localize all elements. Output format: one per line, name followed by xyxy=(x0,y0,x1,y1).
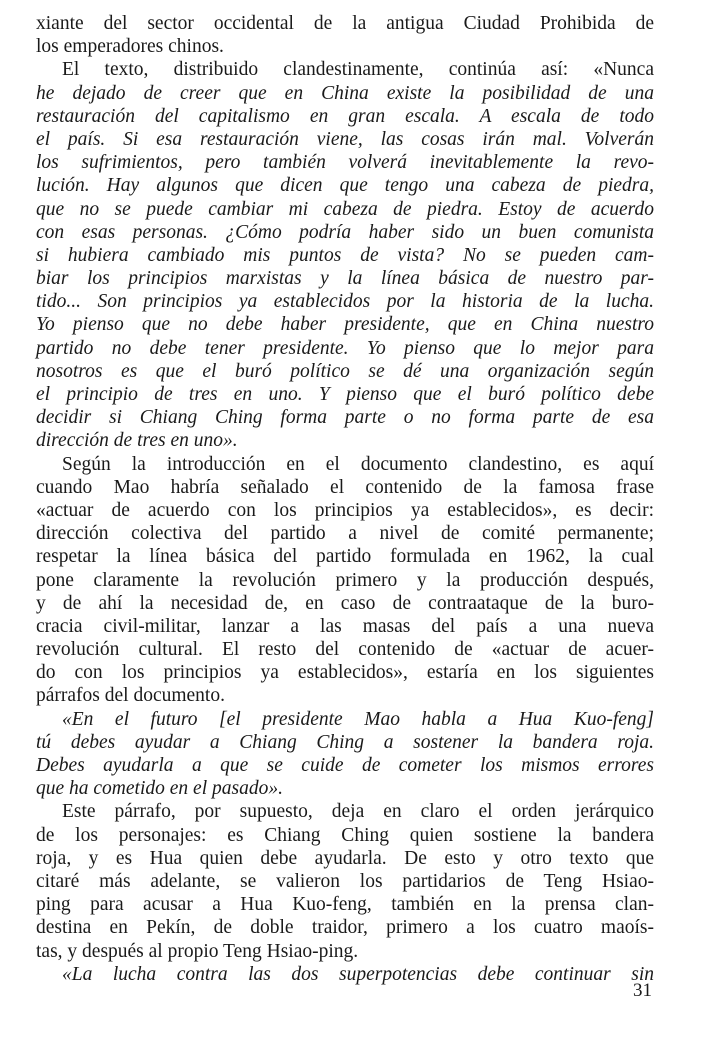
text-line: cuando Mao habría señalado el contenido de la famosa frase xyxy=(36,476,654,498)
page-number: 31 xyxy=(633,980,652,1001)
text-line: biar los principios marxistas y la línea básica de nuestro par- xyxy=(36,268,654,290)
text-line: nosotros es que el buró político se dé una organización según xyxy=(36,360,654,382)
text-line: restauración del capitalismo en gran escala. A escala de todo xyxy=(36,105,654,127)
text-line: partido no debe tener presidente. Yo pienso que lo mejor para xyxy=(36,337,654,359)
text-line: tú debes ayudar a Chiang Ching a sostener la bandera roja. xyxy=(36,731,654,753)
text-line: decidir si Chiang Ching forma parte o no forma parte de esa xyxy=(36,407,654,429)
text-line: respetar la línea básica del partido formulada en 1962, la cual xyxy=(36,546,654,568)
text-line: Este párrafo, por supuesto, deja en claro el orden jerárquico xyxy=(62,801,654,823)
text-line: Yo pienso que no debe haber presidente, que en China nuestro xyxy=(36,314,654,336)
text-line: y de ahí la necesidad de, en caso de contraataque de la buro- xyxy=(36,592,654,614)
text-line: lución. Hay algunos que dicen que tengo una cabeza de piedra, xyxy=(36,175,654,197)
text-line: de los personajes: es Chiang Ching quien sostiene la bandera xyxy=(36,824,654,846)
text-line: ping para acusar a Hua Kuo-feng, también en la prensa clan- xyxy=(36,894,654,916)
text-line: el país. Si esa restauración viene, las cosas irán mal. Volverán xyxy=(36,128,654,150)
text-line: que no se puede cambiar mi cabeza de piedra. Estoy de acuerdo xyxy=(36,198,654,220)
text-line: xiante del sector occidental de la antigua Ciudad Prohibida de xyxy=(36,13,654,34)
text-line: «La lucha contra las dos superpotencias debe continuar sin xyxy=(62,963,654,985)
text-line: destina en Pekín, de doble traidor, primero a los cuatro maoís- xyxy=(36,917,654,939)
text-line: dirección de tres en uno». xyxy=(36,430,238,452)
text-line: do con los principios ya establecidos», estaría en los siguientes xyxy=(36,662,654,684)
text-line: dirección colectiva del partido a nivel de comité permanente; xyxy=(36,523,654,545)
text-line: si hubiera cambiado mis puntos de vista? No se pueden cam- xyxy=(36,244,654,266)
text-line: tido... Son principios ya establecidos por la historia de la lucha. xyxy=(36,291,654,313)
text-line: que ha cometido en el pasado». xyxy=(36,778,283,800)
text-line: Debes ayudarla a que se cuide de cometer los mismos errores xyxy=(36,755,654,776)
text-line: cracia civil-militar, lanzar a las masas del país a una nueva xyxy=(36,615,654,637)
text-line: Según la introducción en el documento clandestino, es aquí xyxy=(62,453,654,475)
page-text xyxy=(36,12,654,986)
text-line: los sufrimientos, pero también volverá inevitablemente la revo- xyxy=(36,152,654,174)
text-line: revolución cultural. El resto del contenido de «actuar de acuer- xyxy=(36,639,654,661)
text-line: «actuar de acuerdo con los principios ya establecidos», es decir: xyxy=(36,499,654,521)
text-line: con esas personas. ¿Cómo podría haber sido un buen comunista xyxy=(36,221,654,243)
text-line: tas, y después al propio Teng Hsiao-ping. xyxy=(36,940,359,962)
text-line: párrafos del documento. xyxy=(36,685,225,707)
text-line: he dejado de creer que en China existe la posibilidad de una xyxy=(36,82,654,104)
text-line: el principio de tres en uno. Y pienso que el buró político debe xyxy=(36,384,654,405)
text-line: El texto, distribuido clandestinamente, continúa así: «Nunca xyxy=(62,59,654,81)
text-line: roja, y es Hua quien debe ayudarla. De esto y otro texto que xyxy=(36,847,654,869)
text-line: pone claramente la revolución primero y la producción después, xyxy=(36,569,654,591)
text-line: citaré más adelante, se valieron los partidarios de Teng Hsiao- xyxy=(36,870,654,892)
text-line: «En el futuro [el presidente Mao habla a Hua Kuo-feng] xyxy=(62,708,654,730)
text-line: los emperadores chinos. xyxy=(36,36,224,58)
